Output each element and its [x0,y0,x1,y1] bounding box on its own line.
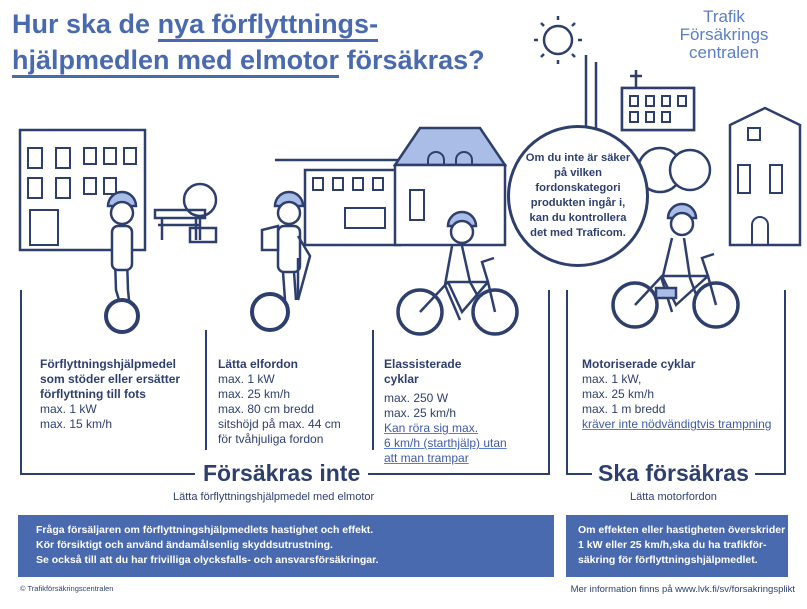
category-spec: max. 1 kW [40,402,97,416]
category-note: kräver inte nödvändigtvis trampning [582,417,772,431]
category-spec: max. 25 km/h [384,406,457,420]
title-line1-pre: Hur ska de [12,9,158,39]
info-bar-right [566,515,788,577]
category-e-bike [384,357,462,387]
category-spec: max. 1 m bredd [582,402,666,416]
category-spec: max. 1 kW, [582,372,642,386]
more-info-link[interactable]: Mer information finns på www.lvk.fi/sv/forsakringsplikt [570,584,795,595]
logo-line1: Trafik [703,7,745,26]
logo-line3: centralen [689,43,759,62]
divider-2 [372,330,374,450]
not-insured-title: Försäkras inte [195,460,368,487]
category-mobility-aid [40,357,200,432]
info-line: säkring för förflyttningshjälpmedlet. [578,554,758,566]
category-e-bike-details [384,391,554,466]
copyright: © Trafikförsäkringscentralen [20,584,114,593]
category-motorized-bike [582,357,782,432]
insured-title: Ska försäkras [592,460,755,487]
logo-line2: Försäkrings [679,25,769,44]
title-line2-post: försäkras? [339,45,485,75]
category-spec: max. 80 cm bredd [218,402,315,416]
bubble-text: Om du inte är säker på vilken fordonskategori produkten ingår i, kan du kontrollera det med Traficom. [525,152,631,239]
category-note: 6 km/h (starthjälp) utan [384,436,507,450]
category-heading: Lätta elfordon [218,357,298,371]
category-spec: max. 15 km/h [40,417,113,431]
category-spec: max. 25 km/h [582,387,655,401]
title-line2-emphasis: hjälpmedlen med elmotor [12,45,339,78]
info-line: 1 kW eller 25 km/h,ska du ha trafikför- [578,539,767,551]
title-line1-emphasis: nya förflyttnings- [158,9,379,42]
category-note: Kan röra sig max. [384,421,479,435]
category-spec: för tvåhjuliga fordon [218,432,324,446]
category-spec: max. 25 km/h [218,387,291,401]
info-line: Se också till att du har frivilliga olycksfalls- och ansvarsförsäkringar. [36,554,379,566]
info-line: Fråga försäljaren om förflyttningshjälpmedlets hastighet och effekt. [36,524,374,536]
info-line: Kör försiktigt och använd ändamålsenlig skyddsutrustning. [36,539,333,551]
category-heading: Motoriserade cyklar [582,357,696,371]
traficom-info-bubble [507,125,649,267]
bench-tree [155,184,216,242]
category-light-electric-vehicle [218,357,368,447]
info-bar-left [18,515,554,577]
divider-1 [205,330,207,450]
not-insured-subtitle: Lätta förflyttningshjälpmedel med elmotor [173,491,375,503]
category-spec: sitshöjd på max. 44 cm [218,417,341,431]
category-spec: max. 1 kW [218,372,275,386]
category-heading: Elassisterade cyklar [384,357,462,386]
category-heading: Förflyttningshjälpmedel som stöder eller ersätter förflyttning till fots [40,357,181,401]
category-spec: max. 250 W [384,391,449,405]
category-note: att man trampar [384,451,469,465]
sun-icon [534,16,582,64]
info-line: Om effekten eller hastigheten överskrider [578,524,786,536]
insured-subtitle: Lätta motorfordon [630,491,717,503]
